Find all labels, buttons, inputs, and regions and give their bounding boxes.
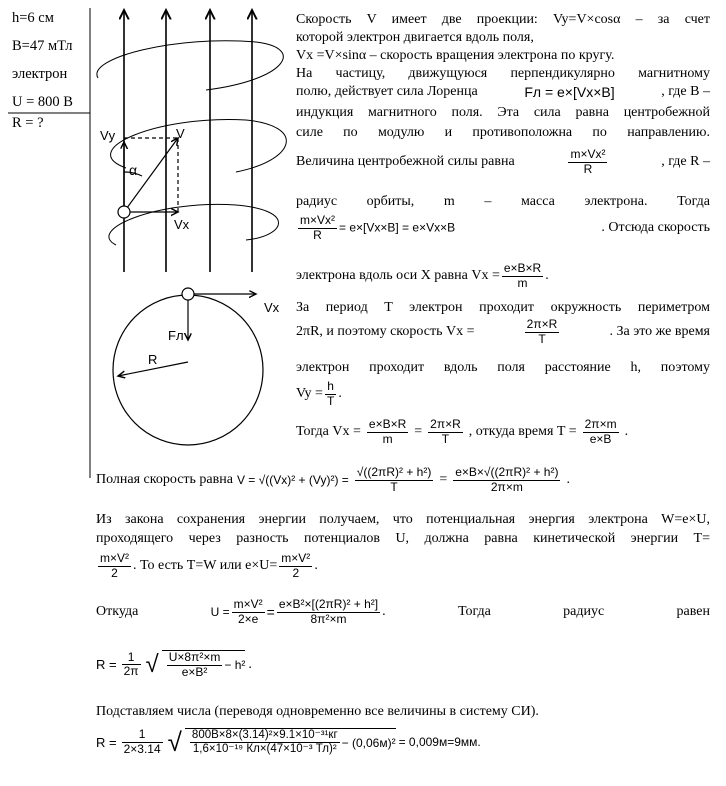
text-line: На частицу, движущуюся перпендикулярно магнитному [296,66,710,81]
full-speed-line: Полная скорость равна V = √((Vx)² + (Vy)²) = $\frac{\text{√((2πR)² + h²)}}{T}$ = $\frac{\text{e×B×√((2πR)² + h²)}}{2\pi\times m}$ . [96,465,570,494]
label-vx: Vx [174,217,190,232]
vx-line: электрона вдоль оси X равна Vx = $\frac{e\times B\times R}{m}$ . [296,261,549,290]
text-line: индукция магнитного поля. Эта сила равна центробежной [296,105,710,120]
text-line: которой электрон двигается вдоль поля, [296,30,534,45]
period-line: 2πR, и поэтому скорость Vx = $\frac{2\pi\times R}{T}$ . За это же время [296,317,710,346]
label-vx-orbit: Vx [264,300,280,315]
lorentz-text: полю, действует сила Лоренца [296,84,478,99]
label-alpha: α [129,162,138,178]
time-line: Тогда Vx = $\frac{e\times B\times R}{m}$ = $\frac{2\pi\times R}{T}$ , откуда время T = $\frac{2\pi\times m}{e\times B}$ . [296,417,629,446]
radius-formula-line: R = $\frac{1}{2\pi}$ √ $\frac{\text{U×8π²×m}}{\text{e×B²}}$ − h² . [96,649,252,679]
label-r: R [148,352,158,367]
text-line: радиус орбиты, m – масса электрона. Тогда [296,194,710,209]
given-h: h=6 см [12,10,54,26]
voltage-line: Откуда U = $\frac{\text{m×V²}}{2\times e}$ = $\frac{\text{e×B²×[(2πR)² + h²]}}{\text{8π²×m}}$ . Тогда радиус равен [96,597,710,626]
text-line: проходящего через разность потенциалов U, должна равна кинетической энергии T= [96,531,710,546]
given-lines [0,0,100,480]
text-line: электрон проходит вдоль поля расстояние h, поэтому [296,360,710,375]
label-fl: Fл [168,328,184,343]
energy-line: $\frac{\text{m×V²}}{2}$ . То есть T=W или e×U= $\frac{\text{m×V²}}{2}$ . [100,551,318,580]
centrifugal-line: Величина центробежной силы равна $\frac{\text{m×Vx²}}{R}$ , где R – [296,147,710,176]
orbit-electron-dot [182,288,194,300]
text-line: Скорость V имеет две проекции: Vy=V×cosα – за счет [296,12,710,27]
text-line-lorentz [296,84,710,100]
lorentz-formula: Fл = e×[Vx×B] [524,84,615,100]
text-line: Из закона сохранения энергии получаем, что потенциальная энергия электрона W=e×U, [96,512,710,527]
orbit-view [113,294,263,445]
text-line: Подставляем числа (переводя одновременно все величины в систему СИ). [96,704,539,719]
given-u: U = 800 В [12,94,73,110]
text-line: Vx =V×sinα – скорость вращения электрона по кругу. [296,48,615,63]
given-particle: электрон [12,66,68,82]
label-v: V [176,126,185,141]
label-vy: Vу [100,128,116,143]
electron-dot [118,206,130,218]
text-line: За период T электрон проходит окружность периметром [296,300,710,315]
helix-figure [96,0,296,450]
lorentz-tail: , где B – [661,84,710,99]
given-b: B=47 мТл [12,38,73,54]
given-find: R = ? [12,115,44,131]
vy-line: Vy = $\frac{h}{T}$ . [296,379,342,408]
text-line: силе по модулю и противоположна по направлению. [296,125,710,140]
result-line: R = $\frac{1}{2\times 3.14}$ √ $\frac{\text{800В×8×(3.14)²×9.1×10⁻³¹кг}}{\text{1,6×10⁻¹⁹ Кл×(47×10⁻³ Тл)²}}$ − (0,06м)² = 0,009м=9мм. [96,727,481,758]
equation-line: $\frac{\text{m×Vx²}}{R}$ = e×[Vx×B] = e×Vx×B . Отсюда скорость [300,213,710,242]
